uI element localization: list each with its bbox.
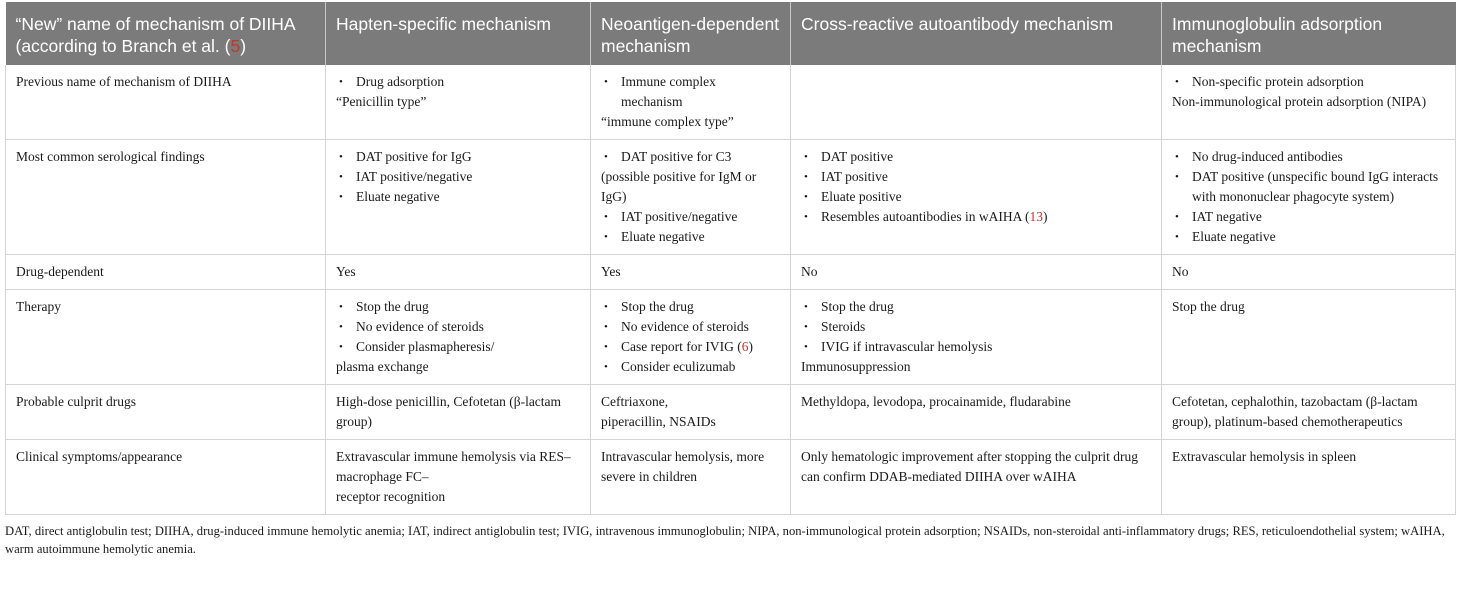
header-row xyxy=(6,2,1456,65)
cell-list xyxy=(1172,392,1445,432)
text-line: Methyldopa, levodopa, procainamide, fludarabine xyxy=(801,394,1071,409)
table-cell xyxy=(791,255,1162,290)
cell-list xyxy=(801,392,1151,412)
table-cell xyxy=(1162,65,1456,140)
text-line: plasma exchange xyxy=(336,359,429,374)
row-label: Therapy xyxy=(6,290,326,385)
bullet-item: • DAT positive (unspecific bound IgG interacts with mononuclear phagocyte system) xyxy=(1172,167,1445,207)
text-line: Cefotetan, cephalothin, tazobactam (β-lactam group), platinum-based chemotherapeutics xyxy=(1172,394,1418,429)
table-cell xyxy=(591,255,791,290)
bullet-item: • IAT negative xyxy=(1172,207,1445,227)
text-line: Extravascular immune hemolysis via RES–macrophage FC– xyxy=(336,449,571,484)
text-line: Immunosuppression xyxy=(801,359,911,374)
bullet-item: • Eluate positive xyxy=(801,187,1151,207)
cell-list xyxy=(1172,447,1445,467)
bullet-item: • Consider eculizumab xyxy=(601,357,780,377)
table-cell xyxy=(326,385,591,440)
header-hapten: Hapten-specific mechanism xyxy=(326,2,591,65)
bullet-item: • Stop the drug xyxy=(601,297,780,317)
table-cell xyxy=(591,140,791,255)
cell-list xyxy=(601,72,780,132)
table-cell xyxy=(791,385,1162,440)
text-line: Yes xyxy=(336,264,356,279)
table-cell xyxy=(791,65,1162,140)
text-line: Ceftriaxone, xyxy=(601,394,669,409)
table-row xyxy=(6,440,1456,515)
cell-list xyxy=(801,297,1151,377)
row-label: Probable culprit drugs xyxy=(6,385,326,440)
cell-list xyxy=(601,147,780,247)
cell-list xyxy=(801,147,1151,227)
table-cell xyxy=(591,290,791,385)
table-cell xyxy=(1162,290,1456,385)
bullet-item: • No drug-induced antibodies xyxy=(1172,147,1445,167)
table-cell xyxy=(326,140,591,255)
cell-list xyxy=(801,447,1151,487)
text-line: receptor recognition xyxy=(336,489,446,504)
table-cell xyxy=(1162,385,1456,440)
bullet-item: • Drug adsorption xyxy=(336,72,580,92)
bullet-item: • IVIG if intravascular hemolysis xyxy=(801,337,1151,357)
table-cell xyxy=(326,65,591,140)
cell-list xyxy=(801,262,1151,282)
table-row xyxy=(6,255,1456,290)
cell-list xyxy=(601,297,780,377)
bullet-item: • Stop the drug xyxy=(336,297,580,317)
text-line: “immune complex type” xyxy=(601,114,734,129)
cell-list xyxy=(336,72,580,112)
bullet-item: • No evidence of steroids xyxy=(601,317,780,337)
reference-link[interactable]: 13 xyxy=(1029,209,1043,224)
cell-list xyxy=(601,262,780,282)
row-label: Drug-dependent xyxy=(6,255,326,290)
table-row xyxy=(6,290,1456,385)
bullet-item: • Non-specific protein adsorption xyxy=(1172,72,1445,92)
row-label: Previous name of mechanism of DIIHA xyxy=(6,65,326,140)
text-line: (possible positive for IgM or IgG) xyxy=(601,169,757,204)
header-immunoglobulin: Immunoglobulin adsorption mechanism xyxy=(1162,2,1456,65)
diiha-mechanism-table xyxy=(5,2,1456,515)
text-line: High-dose penicillin, Cefotetan (β-lactam group) xyxy=(336,394,562,429)
bullet-item: • Eluate negative xyxy=(1172,227,1445,247)
text-line: “Penicillin type” xyxy=(336,94,427,109)
table-row xyxy=(6,385,1456,440)
bullet-item: • Immune complex mechanism xyxy=(601,72,780,112)
bullet-item: • DAT positive for IgG xyxy=(336,147,580,167)
bullet-item: • Stop the drug xyxy=(801,297,1151,317)
table-cell xyxy=(1162,140,1456,255)
text-line: No xyxy=(1172,264,1189,279)
cell-list xyxy=(336,392,580,432)
table-row xyxy=(6,65,1456,140)
bullet-item: • IAT positive xyxy=(801,167,1151,187)
row-label: Most common serological findings xyxy=(6,140,326,255)
table-cell xyxy=(1162,255,1456,290)
bullet-item: • Case report for IVIG (6) xyxy=(601,337,780,357)
cell-list xyxy=(336,297,580,377)
table-cell xyxy=(591,65,791,140)
bullet-item: • DAT positive for C3 xyxy=(601,147,780,167)
bullet-item: • DAT positive xyxy=(801,147,1151,167)
cell-list xyxy=(336,147,580,207)
bullet-item: • Eluate negative xyxy=(601,227,780,247)
table-cell xyxy=(791,440,1162,515)
text-line: Yes xyxy=(601,264,621,279)
bullet-item: • Steroids xyxy=(801,317,1151,337)
table-cell xyxy=(791,140,1162,255)
text-line: Intravascular hemolysis, more severe in children xyxy=(601,449,765,484)
cell-list xyxy=(601,447,780,487)
table-cell xyxy=(591,385,791,440)
header-new-name: “New” name of mechanism of DIIHA (according to Branch et al. (5) xyxy=(6,2,326,65)
bullet-item: • IAT positive/negative xyxy=(336,167,580,187)
reference-link[interactable]: 5 xyxy=(230,36,241,56)
text-line: Extravascular hemolysis in spleen xyxy=(1172,449,1357,464)
text-line: No xyxy=(801,264,818,279)
table-footnote: DAT, direct antiglobulin test; DIIHA, drug-induced immune hemolytic anemia; IAT, indirect antiglobulin test; IVIG, intravenous immunoglobulin; NIPA, non-immunological protein adsorption; NSAIDs, non-steroidal anti-inflammatory drugs; RES, reticuloendothelial system; wAIHA, warm autoimmune hemolytic anemia. xyxy=(5,524,1445,556)
header-neoantigen: Neoantigen-dependent mechanism xyxy=(591,2,791,65)
table-container xyxy=(5,2,1455,558)
text-line: Non-immunological protein adsorption (NIPA) xyxy=(1172,94,1427,109)
cell-list xyxy=(1172,147,1445,247)
text-line: Only hematologic improvement after stopping the culprit drug can confirm DDAB-mediated DIIHA over wAIHA xyxy=(801,449,1139,484)
table-cell xyxy=(591,440,791,515)
table-cell xyxy=(791,290,1162,385)
bullet-item: • Eluate negative xyxy=(336,187,580,207)
cell-list xyxy=(601,392,780,432)
bullet-item: • Resembles autoantibodies in wAIHA (13) xyxy=(801,207,1151,227)
table-cell xyxy=(326,440,591,515)
bullet-item: • Consider plasmapheresis/ xyxy=(336,337,580,357)
row-label: Clinical symptoms/appearance xyxy=(6,440,326,515)
table-cell xyxy=(1162,440,1456,515)
cell-list xyxy=(336,447,580,507)
table-cell xyxy=(326,290,591,385)
text-line: piperacillin, NSAIDs xyxy=(601,414,716,429)
reference-link[interactable]: 6 xyxy=(741,339,749,354)
bullet-item: • IAT positive/negative xyxy=(601,207,780,227)
table-cell xyxy=(326,255,591,290)
cell-list xyxy=(1172,72,1445,112)
bullet-item: • No evidence of steroids xyxy=(336,317,580,337)
cell-list xyxy=(336,262,580,282)
cell-list xyxy=(1172,262,1445,282)
header-cross-reactive: Cross-reactive autoantibody mechanism xyxy=(791,2,1162,65)
table-body xyxy=(6,65,1456,515)
text-line: Stop the drug xyxy=(1172,299,1245,314)
table-row xyxy=(6,140,1456,255)
cell-list xyxy=(1172,297,1445,317)
